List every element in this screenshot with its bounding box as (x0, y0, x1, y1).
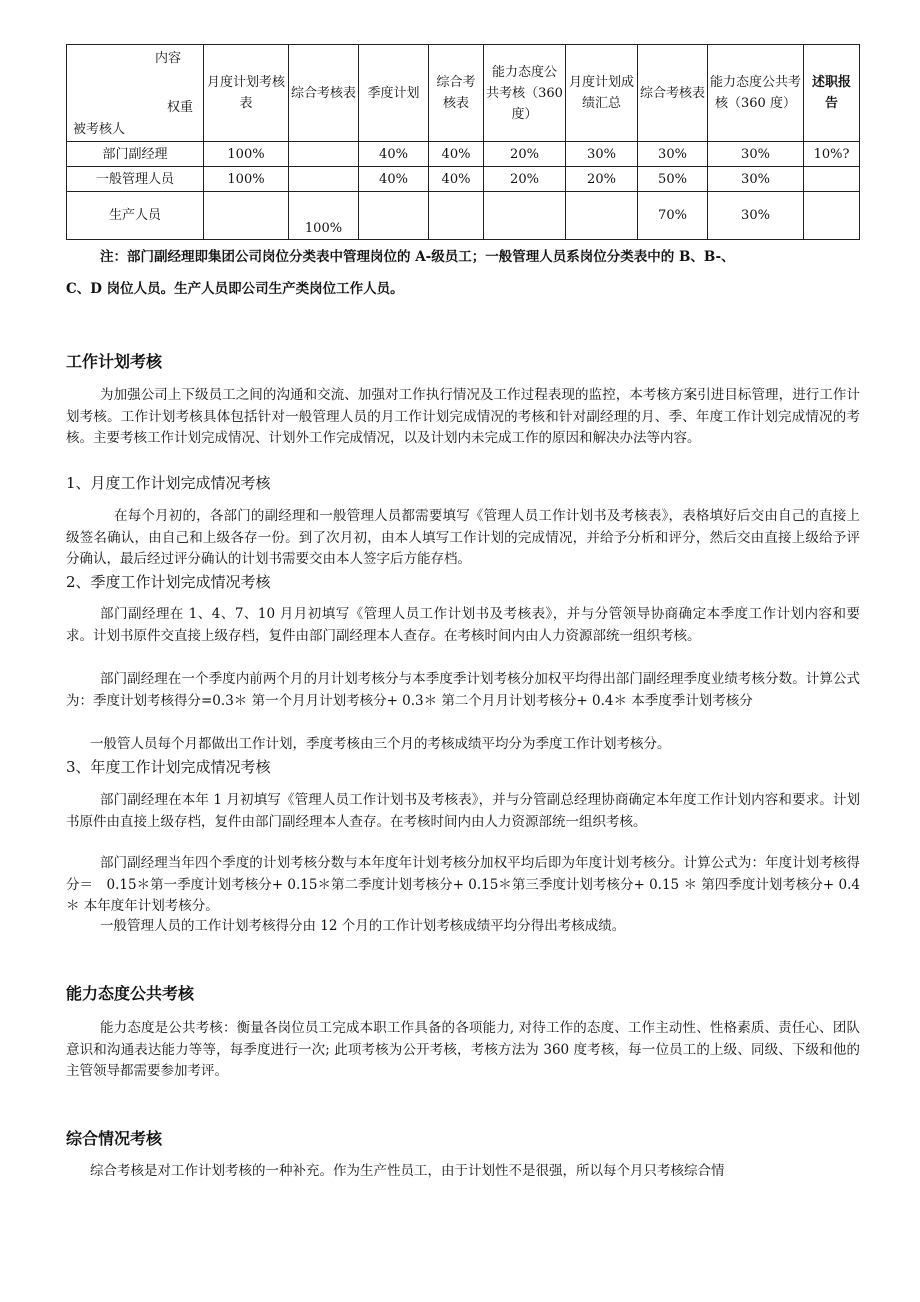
header-cell: 月度计划考核表 (204, 45, 289, 142)
table-cell (804, 192, 860, 240)
table-row (67, 142, 860, 167)
ability-paragraph: 能力态度是公共考核：衡量各岗位员工完成本职工作具备的各项能力, 对待工作的态度、工作主动性、性格素质、责任心、团队意识和沟通表达能力等等，每季度进行一次; 此项考核为公开考核，考核方法为 360 度考核，每一位员工的上级、同级、下级和他的主管领导都需要参加考评。 (66, 1020, 860, 1079)
table-cell: 30% (708, 167, 804, 192)
quarterly-paragraph-3: 一般管人员每个月都做出工作计划，季度考核由三个月的考核成绩平均分为季度工作计划考核分。 (90, 736, 671, 752)
header-cell: 能力态度公共考核（360 度） (708, 45, 804, 142)
monthly-paragraph: 在每个月初的，各部门的副经理和一般管理人员都需要填写《管理人员工作计划书及考核表》，表格填好后交由自己的直接上级签名确认，由自己和上级各存一份。到了次月初，由本人填写工作计划的完成情况，并给予分析和评分，然后交由直接上级给予评分确认，最后经过评分确认的计划书需要交由本人签字后方能存档。 (66, 508, 860, 567)
weight-table (66, 44, 860, 240)
table-cell: 20% (484, 167, 566, 192)
table-cell: 30% (638, 142, 708, 167)
table-cell (289, 142, 359, 167)
corner-weight-label: 权重 (167, 100, 194, 115)
corner-assessee-label: 被考核人 (73, 122, 126, 137)
table-cell (566, 192, 638, 240)
header-cell: 综合考核表 (429, 45, 484, 142)
row-label: 一般管理人员 (67, 167, 204, 192)
table-cell (804, 167, 860, 192)
header-cell: 能力态度公共考核（360 度） (484, 45, 566, 142)
comprehensive-paragraph: 综合考核是对工作计划考核的一种补充。作为生产性员工，由于计划性不是很强，所以每个月只考核综合情 (90, 1163, 725, 1179)
quarterly-paragraph-2: 部门副经理在一个季度内前两个月的月计划考核分与本季度季计划考核分加权平均得出部门副经理季度业绩考核分数。计算公式为：季度计划考核得分=0.3＊ 第一个月月计划考核分+ 0.3＊ 第二个月月计划考核分+ 0.4＊ 本季度季计划考核分 (66, 671, 860, 709)
header-cell: 季度计划 (359, 45, 429, 142)
table-cell: 30% (566, 142, 638, 167)
row-label: 部门副经理 (67, 142, 204, 167)
section-title-ability: 能力态度公共考核 (66, 984, 195, 1003)
work-plan-intro: 为加强公司上下级员工之间的沟通和交流、加强对工作执行情况及工作过程表现的监控，本考核方案引进目标管理，进行工作计划考核。工作计划考核具体包括针对一般管理人员的月工作计划完成情况的考核和针对副经理的月、季、年度工作计划完成情况的考核。主要考核工作计划完成情况、计划外工作完成情况，以及计划内未完成工作的原因和解决办法等内容。 (66, 387, 860, 446)
table-cell: 30% (708, 142, 804, 167)
table-corner-cell (67, 45, 204, 142)
table-cell (204, 192, 289, 240)
table-cell: 20% (484, 142, 566, 167)
table-cell (359, 192, 429, 240)
header-cell: 述职报告 (804, 45, 860, 142)
table-row (67, 167, 860, 192)
section-title-work-plan: 工作计划考核 (66, 352, 163, 371)
table-cell: 40% (429, 142, 484, 167)
table-cell: 10%? (804, 142, 860, 167)
annual-paragraph-3: 一般管理人员的工作计划考核得分由 12 个月的工作计划考核成绩平均分得出考核成绩。 (100, 918, 626, 934)
table-cell: 100% (204, 167, 289, 192)
corner-content-label: 内容 (155, 51, 182, 66)
section-title-comprehensive: 综合情况考核 (66, 1129, 163, 1148)
table-row (67, 192, 860, 240)
annual-paragraph-1: 部门副经理在本年 1 月初填写《管理人员工作计划书及考核表》，并与分管副总经理协商确定本年度工作计划内容和要求。计划书原件由直接上级存档，复件由部门副经理本人查存。在考核时间内由人力资源部统一组织考核。 (66, 792, 860, 830)
subsection-title-annual: 3、年度工作计划完成情况考核 (66, 758, 271, 776)
header-cell: 综合考核表 (638, 45, 708, 142)
table-cell (289, 167, 359, 192)
table-header-row (67, 45, 860, 142)
quarterly-paragraph-1: 部门副经理在 1、4、7、10 月月初填写《管理人员工作计划书及考核表》，并与分管领导协商确定本季度工作计划内容和要求。计划书原件交直接上级存档，复件由部门副经理本人查存。在考核时间内由人力资源部统一组织考核。 (66, 606, 860, 644)
table-cell: 100% (204, 142, 289, 167)
annual-paragraph-2: 部门副经理当年四个季度的计划考核分数与本年度年计划考核分加权平均后即为年度计划考核分。计算公式为：年度计划考核得分＝ 0.15＊第一季度计划考核分+ 0.15＊第二季度计划考核分+ 0.15＊第三季度计划考核分+ 0.15 ＊ 第四季度计划考核分+ 0.4 ＊ 本年度年计划考核分。 (66, 855, 874, 914)
table-cell: 40% (359, 142, 429, 167)
row-label: 生产人员 (67, 192, 204, 240)
table-cell: 40% (359, 167, 429, 192)
table-note-line-1: 注：部门副经理即集团公司岗位分类表中管理岗位的 A-级员工；一般管理人员系岗位分类表中的 B、B-、 (100, 249, 735, 265)
table-cell: 20% (566, 167, 638, 192)
table-cell: 40% (429, 167, 484, 192)
subsection-title-quarterly: 2、季度工作计划完成情况考核 (66, 573, 271, 591)
table-cell: 30% (708, 192, 804, 240)
table-note-line-2: C、D 岗位人员。生产人员即公司生产类岗位工作人员。 (66, 281, 404, 297)
header-cell: 综合考核表 (289, 45, 359, 142)
header-cell: 月度计划成绩汇总 (566, 45, 638, 142)
table-cell (429, 192, 484, 240)
table-cell: 100% (289, 192, 359, 240)
table-cell (484, 192, 566, 240)
table-cell: 50% (638, 167, 708, 192)
table-cell: 70% (638, 192, 708, 240)
subsection-title-monthly: 1、月度工作计划完成情况考核 (66, 474, 271, 492)
